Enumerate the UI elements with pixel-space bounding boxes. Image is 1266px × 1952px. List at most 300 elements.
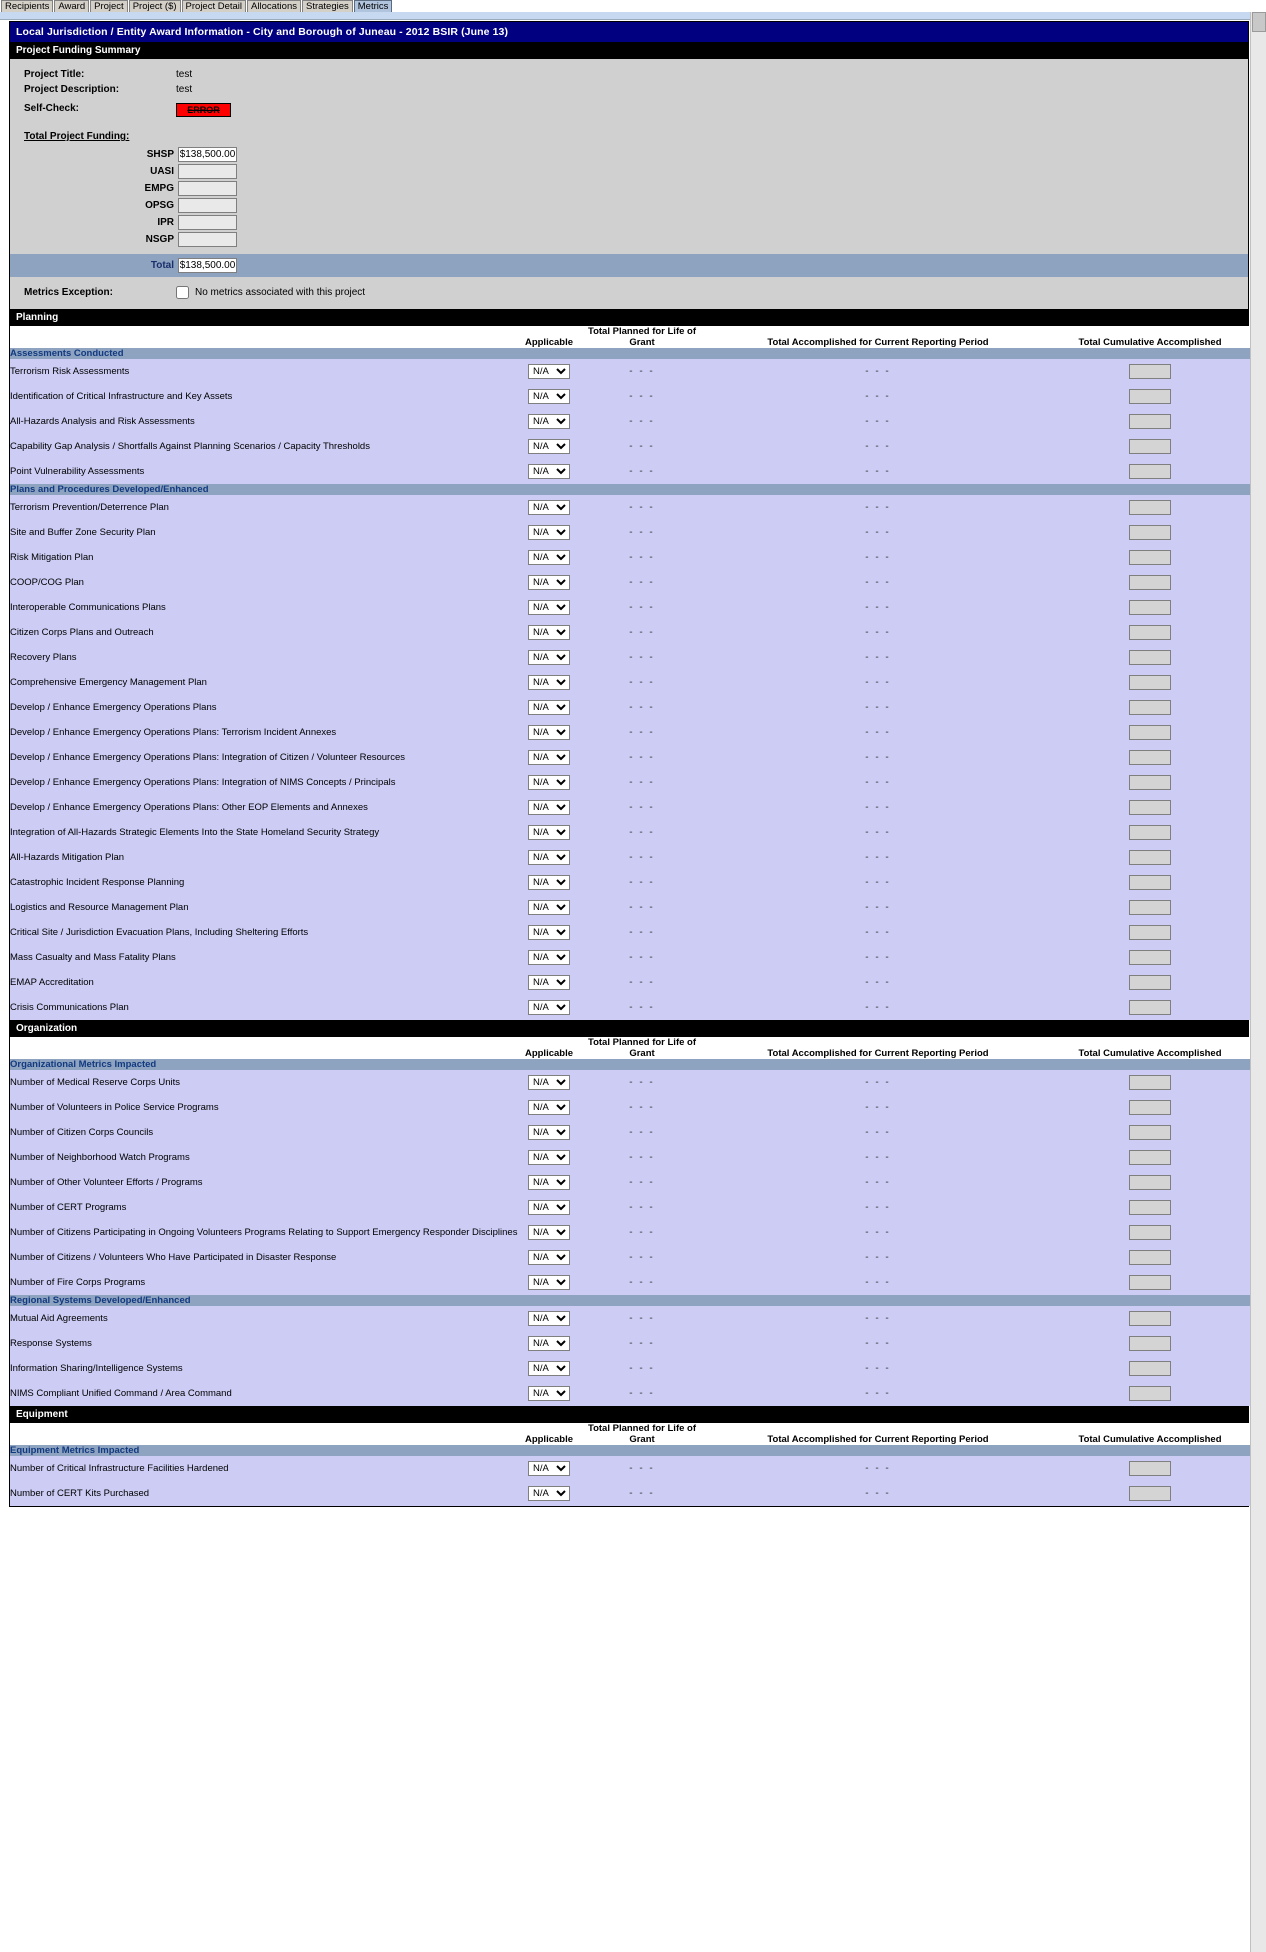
accomplished-value: - - -	[706, 620, 1050, 645]
metric-label: Develop / Enhance Emergency Operations Plans	[10, 695, 520, 720]
applicable-select[interactable]	[528, 1250, 570, 1265]
metric-group-label: Plans and Procedures Developed/Enhanced	[10, 484, 1250, 495]
accomplished-value: - - -	[706, 895, 1050, 920]
metric-label: Interoperable Communications Plans	[10, 595, 520, 620]
applicable-cell	[520, 645, 578, 670]
funding-row-empg	[10, 180, 1248, 197]
accomplished-value: - - -	[706, 1245, 1050, 1270]
metrics-exception-row	[10, 277, 1248, 309]
applicable-cell	[520, 620, 578, 645]
col-header-metric	[10, 1037, 520, 1059]
metric-row	[10, 945, 1250, 970]
planned-value: - - -	[578, 570, 706, 595]
cumulative-cell	[1050, 895, 1250, 920]
funding-label-empg: EMPG	[144, 183, 174, 194]
cumulative-input[interactable]	[1129, 1075, 1171, 1090]
accomplished-value: - - -	[706, 1145, 1050, 1170]
metric-row	[10, 1381, 1250, 1406]
applicable-cell	[520, 920, 578, 945]
cumulative-cell	[1050, 920, 1250, 945]
planned-value: - - -	[578, 1220, 706, 1245]
cumulative-cell	[1050, 520, 1250, 545]
planned-value: - - -	[578, 595, 706, 620]
col-header-cumulative: Total Cumulative Accomplished	[1050, 1423, 1250, 1445]
applicable-select[interactable]	[528, 500, 570, 515]
cumulative-input[interactable]	[1129, 900, 1171, 915]
accomplished-value: - - -	[706, 695, 1050, 720]
cumulative-input[interactable]	[1129, 725, 1171, 740]
applicable-cell	[520, 1220, 578, 1245]
metric-row	[10, 970, 1250, 995]
cumulative-cell	[1050, 820, 1250, 845]
planned-value: - - -	[578, 1095, 706, 1120]
cumulative-cell	[1050, 495, 1250, 520]
cumulative-cell	[1050, 1070, 1250, 1095]
applicable-cell	[520, 870, 578, 895]
col-header-applicable: Applicable	[520, 1037, 578, 1059]
cumulative-input[interactable]	[1129, 950, 1171, 965]
metric-row	[10, 795, 1250, 820]
metric-row	[10, 1220, 1250, 1245]
cumulative-input[interactable]	[1129, 575, 1171, 590]
applicable-select[interactable]	[528, 1200, 570, 1215]
metric-row	[10, 1120, 1250, 1145]
metric-label: All-Hazards Mitigation Plan	[10, 845, 520, 870]
cumulative-input[interactable]	[1129, 1250, 1171, 1265]
metric-label: Number of Other Volunteer Efforts / Programs	[10, 1170, 520, 1195]
tab-project[interactable]: Project	[90, 0, 128, 12]
tab-recipients[interactable]: Recipients	[1, 0, 53, 12]
metric-row	[10, 1456, 1250, 1481]
metric-label: Mass Casualty and Mass Fatality Plans	[10, 945, 520, 970]
cumulative-input[interactable]	[1129, 389, 1171, 404]
applicable-cell	[520, 1306, 578, 1331]
planned-value: - - -	[578, 720, 706, 745]
metric-row	[10, 595, 1250, 620]
applicable-select[interactable]	[528, 1125, 570, 1140]
applicable-cell	[520, 845, 578, 870]
accomplished-value: - - -	[706, 434, 1050, 459]
cumulative-input[interactable]	[1129, 800, 1171, 815]
funding-field-shsp[interactable]	[178, 147, 237, 162]
planned-value: - - -	[578, 945, 706, 970]
metric-row	[10, 384, 1250, 409]
metric-label: Number of CERT Programs	[10, 1195, 520, 1220]
accomplished-value: - - -	[706, 1070, 1050, 1095]
accomplished-value: - - -	[706, 945, 1050, 970]
accomplished-value: - - -	[706, 1381, 1050, 1406]
funding-rows	[10, 146, 1248, 248]
award-information-panel	[9, 21, 1249, 1507]
applicable-select[interactable]	[528, 414, 570, 429]
applicable-select[interactable]	[528, 575, 570, 590]
funding-row-uasi	[10, 163, 1248, 180]
col-header-applicable: Applicable	[520, 326, 578, 348]
accomplished-value: - - -	[706, 870, 1050, 895]
accomplished-value: - - -	[706, 1331, 1050, 1356]
applicable-select[interactable]	[528, 439, 570, 454]
accomplished-value: - - -	[706, 820, 1050, 845]
metric-row	[10, 720, 1250, 745]
applicable-select[interactable]	[528, 389, 570, 404]
funding-field-empg[interactable]	[178, 181, 237, 196]
cumulative-input[interactable]	[1129, 750, 1171, 765]
applicable-select[interactable]	[528, 750, 570, 765]
cumulative-cell	[1050, 359, 1250, 384]
planned-value: - - -	[578, 795, 706, 820]
cumulative-input[interactable]	[1129, 414, 1171, 429]
metric-label: Number of CERT Kits Purchased	[10, 1481, 520, 1506]
applicable-select[interactable]	[528, 1150, 570, 1165]
cumulative-input[interactable]	[1129, 825, 1171, 840]
col-header-accomplished: Total Accomplished for Current Reporting Period	[706, 1037, 1050, 1059]
metric-row	[10, 1331, 1250, 1356]
metric-row	[10, 870, 1250, 895]
cumulative-input[interactable]	[1129, 1150, 1171, 1165]
applicable-cell	[520, 570, 578, 595]
applicable-cell	[520, 1381, 578, 1406]
applicable-select[interactable]	[528, 464, 570, 479]
self-check-error-badge[interactable]: ERROR	[176, 103, 231, 117]
applicable-cell	[520, 895, 578, 920]
metrics-column-headers	[10, 1423, 1250, 1445]
cumulative-input[interactable]	[1129, 550, 1171, 565]
metric-label: Crisis Communications Plan	[10, 995, 520, 1020]
planned-value: - - -	[578, 895, 706, 920]
funding-row-shsp	[10, 146, 1248, 163]
metric-label: Information Sharing/Intelligence Systems	[10, 1356, 520, 1381]
metric-group-header-assessments-conducted	[10, 348, 1250, 359]
applicable-select[interactable]	[528, 825, 570, 840]
applicable-cell	[520, 520, 578, 545]
cumulative-input[interactable]	[1129, 464, 1171, 479]
metric-label: Site and Buffer Zone Security Plan	[10, 520, 520, 545]
cumulative-cell	[1050, 545, 1250, 570]
metrics-table-organization	[10, 1037, 1250, 1406]
applicable-select[interactable]	[528, 725, 570, 740]
cumulative-input[interactable]	[1129, 525, 1171, 540]
metric-label: Number of Citizen Corps Councils	[10, 1120, 520, 1145]
applicable-select[interactable]	[528, 700, 570, 715]
cumulative-input[interactable]	[1129, 875, 1171, 890]
accomplished-value: - - -	[706, 795, 1050, 820]
applicable-select[interactable]	[528, 1075, 570, 1090]
metric-row	[10, 1095, 1250, 1120]
applicable-select[interactable]	[528, 1100, 570, 1115]
cumulative-cell	[1050, 1170, 1250, 1195]
applicable-select[interactable]	[528, 975, 570, 990]
accomplished-value: - - -	[706, 1095, 1050, 1120]
metric-group-label: Organizational Metrics Impacted	[10, 1059, 1250, 1070]
applicable-cell	[520, 595, 578, 620]
tab-project-detail[interactable]: Project Detail	[182, 0, 247, 12]
cumulative-cell	[1050, 409, 1250, 434]
metric-row	[10, 695, 1250, 720]
accomplished-value: - - -	[706, 645, 1050, 670]
applicable-select[interactable]	[528, 1461, 570, 1476]
applicable-select[interactable]	[528, 775, 570, 790]
funding-label-opsg: OPSG	[145, 200, 174, 211]
cumulative-cell	[1050, 1120, 1250, 1145]
metric-label: Develop / Enhance Emergency Operations Plans: Integration of NIMS Concepts / Principals	[10, 770, 520, 795]
applicable-select[interactable]	[528, 675, 570, 690]
accomplished-value: - - -	[706, 845, 1050, 870]
cumulative-input[interactable]	[1129, 439, 1171, 454]
metrics-table-equipment	[10, 1423, 1250, 1506]
project-description-value: test	[176, 84, 193, 95]
applicable-cell	[520, 745, 578, 770]
applicable-select[interactable]	[528, 550, 570, 565]
metric-label: Number of Fire Corps Programs	[10, 1270, 520, 1295]
metrics-exception-checkbox[interactable]	[176, 286, 189, 299]
cumulative-input[interactable]	[1129, 1275, 1171, 1290]
metrics-column-headers	[10, 1037, 1250, 1059]
metric-label: Critical Site / Jurisdiction Evacuation Plans, Including Sheltering Efforts	[10, 920, 520, 945]
cumulative-input[interactable]	[1129, 1225, 1171, 1240]
applicable-cell	[520, 670, 578, 695]
cumulative-cell	[1050, 1270, 1250, 1295]
cumulative-input[interactable]	[1129, 600, 1171, 615]
planned-value: - - -	[578, 1481, 706, 1506]
cumulative-cell	[1050, 1331, 1250, 1356]
metric-row	[10, 745, 1250, 770]
tab-project[interactable]: Project ($)	[129, 0, 181, 12]
applicable-select[interactable]	[528, 1225, 570, 1240]
applicable-cell	[520, 720, 578, 745]
metric-row	[10, 895, 1250, 920]
metric-row	[10, 1145, 1250, 1170]
cumulative-input[interactable]	[1129, 625, 1171, 640]
cumulative-input[interactable]	[1129, 1125, 1171, 1140]
cumulative-cell	[1050, 459, 1250, 484]
metrics-exception-label: Metrics Exception:	[24, 287, 113, 298]
accomplished-value: - - -	[706, 720, 1050, 745]
funding-field-ipr[interactable]	[178, 215, 237, 230]
cumulative-input[interactable]	[1129, 1336, 1171, 1351]
cumulative-input[interactable]	[1129, 850, 1171, 865]
funding-label-ipr: IPR	[157, 217, 174, 228]
cumulative-input[interactable]	[1129, 364, 1171, 379]
tab-strategies[interactable]: Strategies	[302, 0, 353, 12]
cumulative-input[interactable]	[1129, 1200, 1171, 1215]
funding-label-nsgp: NSGP	[145, 234, 174, 245]
tab-allocations[interactable]: Allocations	[247, 0, 301, 12]
accomplished-value: - - -	[706, 359, 1050, 384]
metric-row	[10, 1481, 1250, 1506]
accomplished-value: - - -	[706, 670, 1050, 695]
cumulative-cell	[1050, 695, 1250, 720]
col-header-planned: Total Planned for Life of Grant	[578, 1423, 706, 1445]
accomplished-value: - - -	[706, 1356, 1050, 1381]
metric-label: Develop / Enhance Emergency Operations Plans: Other EOP Elements and Annexes	[10, 795, 520, 820]
applicable-select[interactable]	[528, 650, 570, 665]
applicable-select[interactable]	[528, 875, 570, 890]
section-header-planning: Planning	[10, 309, 1248, 326]
planned-value: - - -	[578, 920, 706, 945]
applicable-select[interactable]	[528, 600, 570, 615]
cumulative-cell	[1050, 1245, 1250, 1270]
metric-label: All-Hazards Analysis and Risk Assessments	[10, 409, 520, 434]
funding-field-uasi[interactable]	[178, 164, 237, 179]
cumulative-input[interactable]	[1129, 1461, 1171, 1476]
total-amount-field[interactable]	[178, 258, 237, 273]
funding-field-opsg[interactable]	[178, 198, 237, 213]
cumulative-input[interactable]	[1129, 700, 1171, 715]
metric-row	[10, 434, 1250, 459]
project-title-value: test	[176, 69, 193, 80]
metric-row	[10, 495, 1250, 520]
metric-row	[10, 459, 1250, 484]
accomplished-value: - - -	[706, 1306, 1050, 1331]
cumulative-input[interactable]	[1129, 1100, 1171, 1115]
applicable-select[interactable]	[528, 1336, 570, 1351]
metric-label: Develop / Enhance Emergency Operations Plans: Integration of Citizen / Volunteer Resources	[10, 745, 520, 770]
metric-label: Mutual Aid Agreements	[10, 1306, 520, 1331]
metric-label: Number of Medical Reserve Corps Units	[10, 1070, 520, 1095]
accomplished-value: - - -	[706, 384, 1050, 409]
cumulative-cell	[1050, 1481, 1250, 1506]
cumulative-cell	[1050, 1456, 1250, 1481]
cumulative-cell	[1050, 1195, 1250, 1220]
applicable-select[interactable]	[528, 525, 570, 540]
metric-label: Identification of Critical Infrastructure and Key Assets	[10, 384, 520, 409]
metric-label: Number of Neighborhood Watch Programs	[10, 1145, 520, 1170]
cumulative-cell	[1050, 745, 1250, 770]
cumulative-cell	[1050, 770, 1250, 795]
metrics-table-planning	[10, 326, 1250, 1020]
metric-group-header-organizational-metrics-impacted	[10, 1059, 1250, 1070]
accomplished-value: - - -	[706, 520, 1050, 545]
applicable-select[interactable]	[528, 1386, 570, 1401]
total-label: Total	[150, 260, 174, 271]
applicable-select[interactable]	[528, 900, 570, 915]
applicable-cell	[520, 1195, 578, 1220]
metric-row	[10, 645, 1250, 670]
applicable-select[interactable]	[528, 625, 570, 640]
tab-award[interactable]: Award	[54, 0, 89, 12]
section-header-equipment: Equipment	[10, 1406, 1248, 1423]
metric-row	[10, 409, 1250, 434]
tab-strip	[0, 0, 1266, 12]
accomplished-value: - - -	[706, 1195, 1050, 1220]
applicable-select[interactable]	[528, 364, 570, 379]
applicable-cell	[520, 1145, 578, 1170]
cumulative-input[interactable]	[1129, 775, 1171, 790]
cumulative-input[interactable]	[1129, 650, 1171, 665]
planned-value: - - -	[578, 620, 706, 645]
cumulative-input[interactable]	[1129, 1175, 1171, 1190]
applicable-cell	[520, 1170, 578, 1195]
metric-label: NIMS Compliant Unified Command / Area Command	[10, 1381, 520, 1406]
accomplished-value: - - -	[706, 1170, 1050, 1195]
applicable-select[interactable]	[528, 800, 570, 815]
applicable-select[interactable]	[528, 1361, 570, 1376]
applicable-select[interactable]	[528, 1311, 570, 1326]
scrollbar-thumb[interactable]	[1252, 12, 1266, 32]
planned-value: - - -	[578, 459, 706, 484]
cumulative-input[interactable]	[1129, 1361, 1171, 1376]
applicable-select[interactable]	[528, 1175, 570, 1190]
applicable-select[interactable]	[528, 950, 570, 965]
applicable-cell	[520, 1245, 578, 1270]
col-header-metric	[10, 326, 520, 348]
metric-row	[10, 1270, 1250, 1295]
applicable-cell	[520, 1095, 578, 1120]
cumulative-cell	[1050, 620, 1250, 645]
planned-value: - - -	[578, 1270, 706, 1295]
planned-value: - - -	[578, 845, 706, 870]
cumulative-input[interactable]	[1129, 975, 1171, 990]
applicable-cell	[520, 970, 578, 995]
applicable-select[interactable]	[528, 925, 570, 940]
cumulative-input[interactable]	[1129, 675, 1171, 690]
accomplished-value: - - -	[706, 545, 1050, 570]
funding-field-nsgp[interactable]	[178, 232, 237, 247]
metric-row	[10, 1070, 1250, 1095]
cumulative-cell	[1050, 595, 1250, 620]
planned-value: - - -	[578, 870, 706, 895]
planned-value: - - -	[578, 1381, 706, 1406]
cumulative-cell	[1050, 1381, 1250, 1406]
cumulative-input[interactable]	[1129, 1000, 1171, 1015]
metric-group-header-plans-and-procedures-developed-enhanced	[10, 484, 1250, 495]
planned-value: - - -	[578, 1306, 706, 1331]
self-check-label: Self-Check:	[24, 103, 80, 114]
metric-label: Number of Volunteers in Police Service Programs	[10, 1095, 520, 1120]
total-funding-row	[10, 254, 1248, 277]
cumulative-input[interactable]	[1129, 1486, 1171, 1501]
metric-group-label: Assessments Conducted	[10, 348, 1250, 359]
metric-row	[10, 770, 1250, 795]
accomplished-value: - - -	[706, 1220, 1050, 1245]
metrics-exception-text: No metrics associated with this project	[195, 287, 366, 298]
applicable-cell	[520, 1331, 578, 1356]
cumulative-input[interactable]	[1129, 925, 1171, 940]
cumulative-cell	[1050, 645, 1250, 670]
applicable-cell	[520, 495, 578, 520]
planned-value: - - -	[578, 1120, 706, 1145]
planned-value: - - -	[578, 995, 706, 1020]
metric-label: Catastrophic Incident Response Planning	[10, 870, 520, 895]
page-scrollbar[interactable]	[1250, 12, 1266, 1952]
accomplished-value: - - -	[706, 495, 1050, 520]
self-check-row	[10, 97, 1248, 119]
cumulative-input[interactable]	[1129, 1311, 1171, 1326]
metric-label: Citizen Corps Plans and Outreach	[10, 620, 520, 645]
metric-row	[10, 545, 1250, 570]
cumulative-cell	[1050, 845, 1250, 870]
metric-label: Number of Citizens Participating in Ongoing Volunteers Programs Relating to Support Emergency Responder Disciplines	[10, 1220, 520, 1245]
applicable-select[interactable]	[528, 1275, 570, 1290]
applicable-cell	[520, 1270, 578, 1295]
cumulative-cell	[1050, 1145, 1250, 1170]
planned-value: - - -	[578, 770, 706, 795]
metric-label: Number of Critical Infrastructure Facilities Hardened	[10, 1456, 520, 1481]
applicable-cell	[520, 1120, 578, 1145]
metric-label: COOP/COG Plan	[10, 570, 520, 595]
applicable-select[interactable]	[528, 1000, 570, 1015]
cumulative-input[interactable]	[1129, 500, 1171, 515]
accomplished-value: - - -	[706, 745, 1050, 770]
planned-value: - - -	[578, 1195, 706, 1220]
applicable-select[interactable]	[528, 850, 570, 865]
tab-metrics[interactable]: Metrics	[354, 0, 393, 12]
project-description-label: Project Description:	[24, 84, 120, 95]
applicable-select[interactable]	[528, 1486, 570, 1501]
metric-row	[10, 1245, 1250, 1270]
cumulative-input[interactable]	[1129, 1386, 1171, 1401]
cumulative-cell	[1050, 434, 1250, 459]
